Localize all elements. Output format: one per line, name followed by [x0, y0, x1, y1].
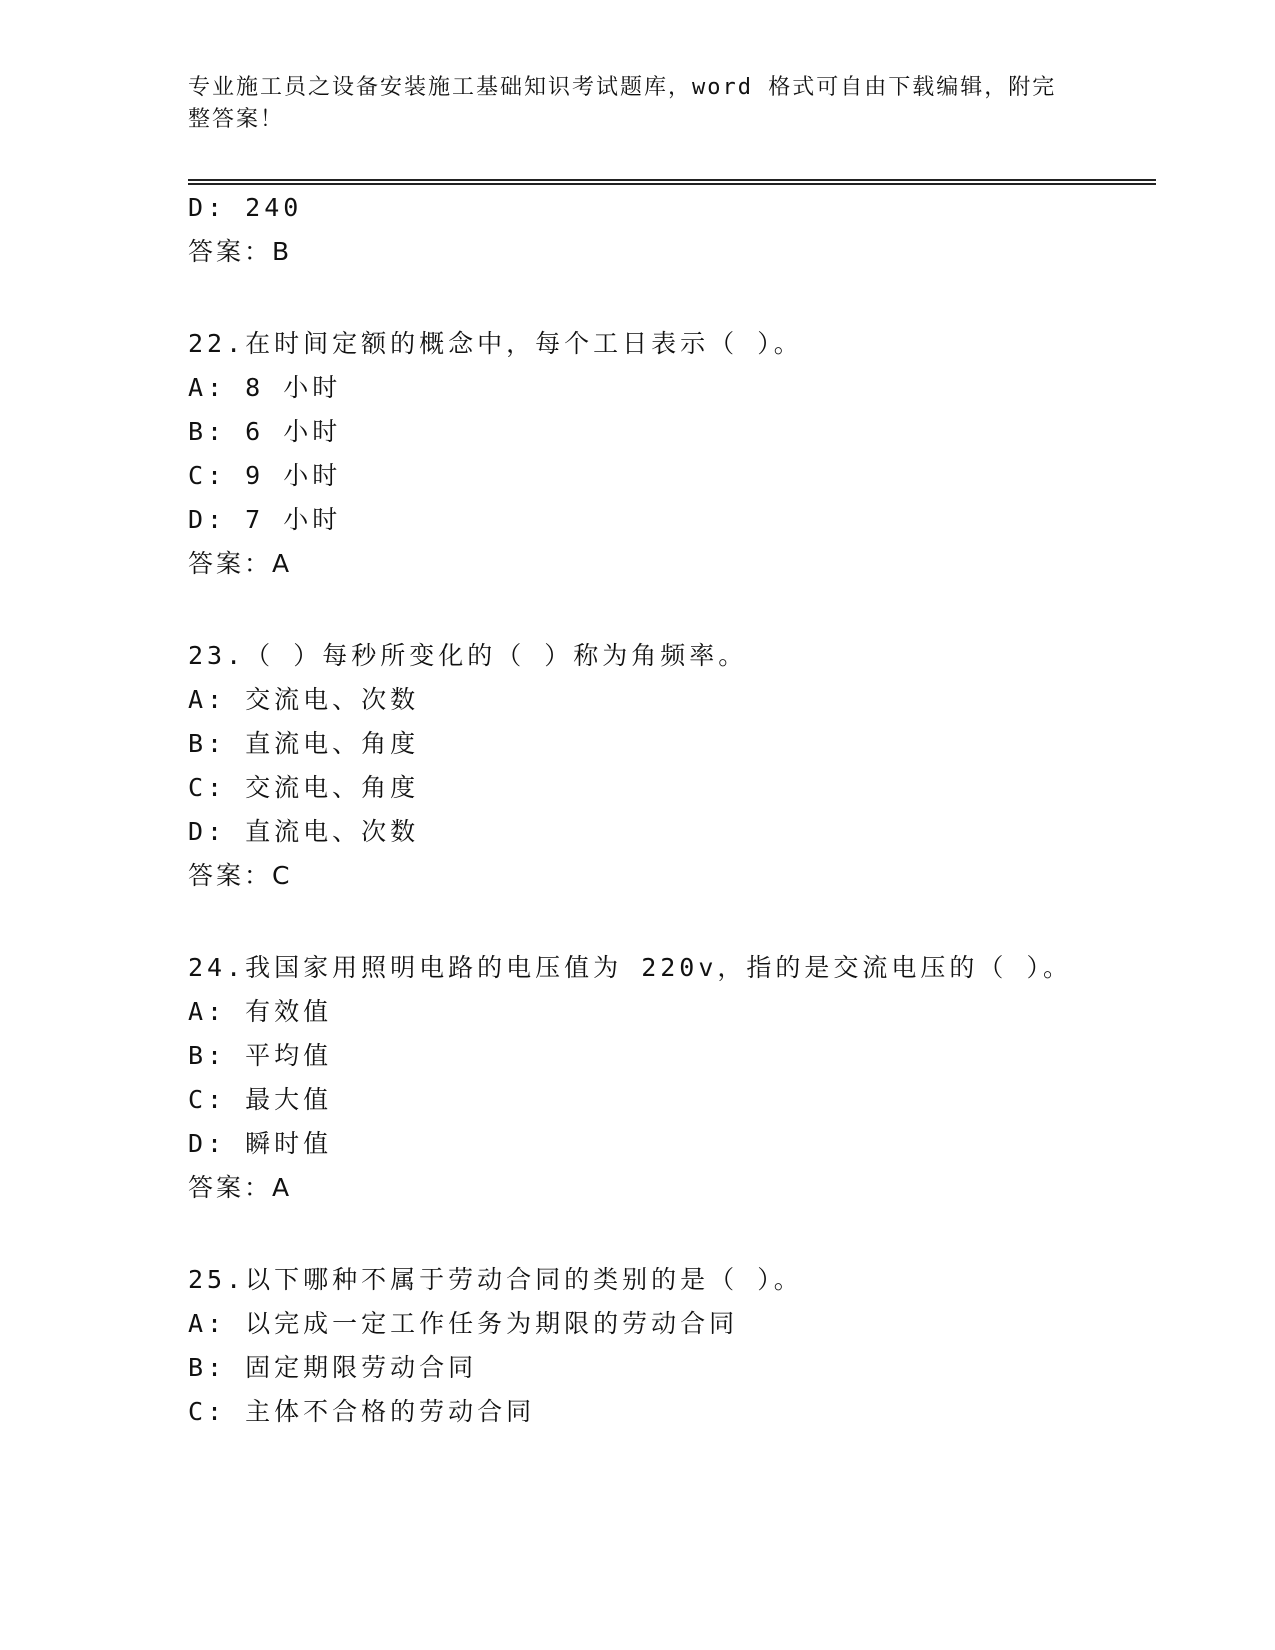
prev-answer: 答案：B [188, 237, 293, 266]
question-24-option-c: C: 最大值 [188, 1085, 333, 1114]
header-rule-top [188, 179, 1156, 181]
question-23-option-c: C: 交流电、角度 [188, 773, 420, 802]
header-rule-bottom [188, 183, 1156, 185]
question-24-option-a: A: 有效值 [188, 997, 333, 1026]
question-24-answer: 答案：A [188, 1173, 293, 1202]
question-23-option-a: A: 交流电、次数 [188, 685, 420, 714]
question-22-option-d: D: 7 小时 [188, 505, 342, 534]
header-line-2: 整答案！ [188, 107, 285, 132]
question-25-option-c: C: 主体不合格的劳动合同 [188, 1397, 536, 1426]
header-line-1: 专业施工员之设备安装施工基础知识考试题库，word 格式可自由下载编辑，附完 [188, 75, 1057, 100]
question-24-option-d: D: 瞬时值 [188, 1129, 333, 1158]
document-header [188, 72, 1068, 136]
question-22-option-c: C: 9 小时 [188, 461, 342, 490]
question-22-stem: 22.在时间定额的概念中，每个工日表示（ ）。 [188, 329, 803, 358]
question-23-stem: 23.（ ）每秒所变化的（ ）称为角频率。 [188, 641, 748, 670]
question-22-answer: 答案：A [188, 549, 293, 578]
question-25-option-a: A: 以完成一定工作任务为期限的劳动合同 [188, 1309, 739, 1338]
question-24-stem: 24.我国家用照明电路的电压值为 220v，指的是交流电压的（ ）。 [188, 953, 1072, 982]
question-23-option-b: B: 直流电、角度 [188, 729, 420, 758]
question-22-option-a: A: 8 小时 [188, 373, 342, 402]
question-23-answer: 答案：C [188, 861, 293, 890]
question-23-option-d: D: 直流电、次数 [188, 817, 420, 846]
question-25-option-b: B: 固定期限劳动合同 [188, 1353, 478, 1382]
question-24-option-b: B: 平均值 [188, 1041, 333, 1070]
question-25-stem: 25.以下哪种不属于劳动合同的类别的是（ ）。 [188, 1265, 803, 1294]
prev-option-d: D: 240 [188, 193, 303, 222]
question-22-option-b: B: 6 小时 [188, 417, 342, 446]
